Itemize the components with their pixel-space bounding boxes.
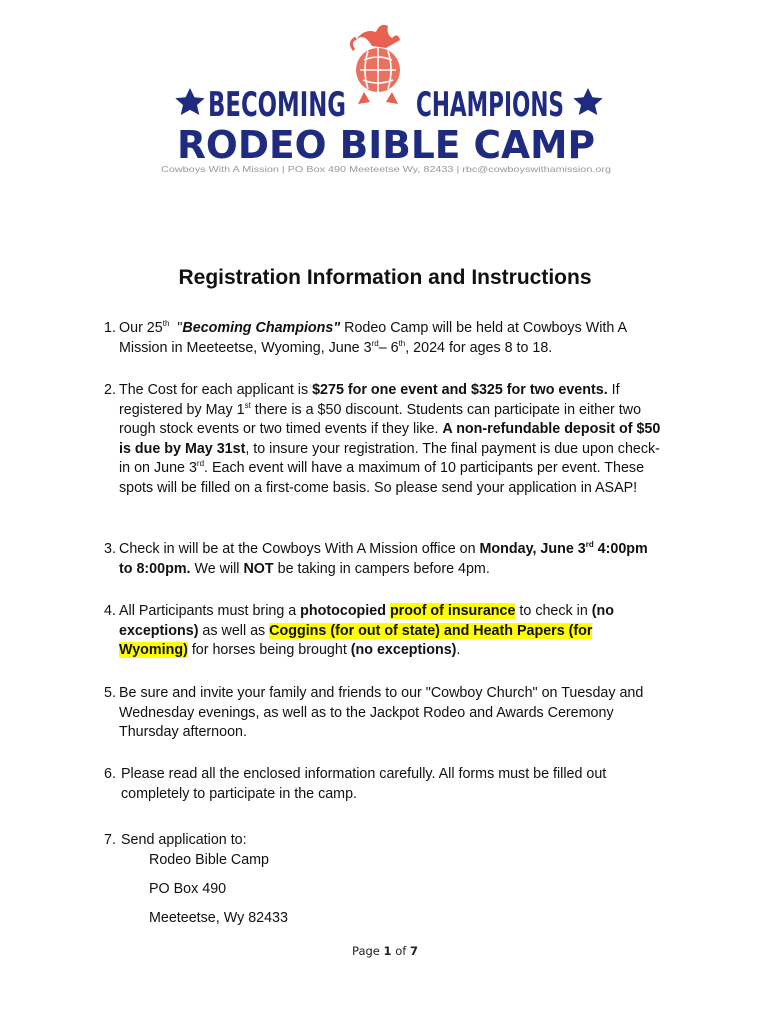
photocopied-text: photocopied [300,603,386,619]
becoming-champions-logo [150,18,620,178]
item-text: Please read all the enclosed information carefully. All forms must be filled out completely to participate in the camp. [121,766,607,802]
page-title: Registration Information and Instructions [178,266,592,289]
text-run: to check in [515,603,592,619]
text-run: – 6 [378,339,399,356]
superscript: th [162,319,170,329]
text-run: " [169,320,183,336]
logo-champions: CHAMPIONS [416,85,564,125]
address-line-2: PO Box 490 [149,881,227,897]
item-text: Send application to: [121,832,247,848]
superscript: th [398,338,406,348]
text-run: for horses being brought [187,642,351,658]
text-run: , 2024 for ages 8 to 18. [405,339,553,356]
logo-contact-line: Cowboys With A Mission | PO Box 490 Meeteetse Wy, 82433 | rbc@cowboyswithamission.org [161,164,612,174]
page-total: 7 [409,944,418,958]
no-exceptions-text: (no exceptions) [119,603,614,639]
rodeo-emblem-icon [351,25,400,104]
item-text [104,381,664,498]
list-item [104,602,664,661]
star-left-icon [175,88,204,115]
text-run: . [456,642,461,658]
item-number: 2. [104,382,116,398]
highlight-coggins: Coggins (for out of state) and Heath Papers (for Wyoming) [119,622,593,658]
text-run: The Cost for each applicant is [119,382,313,398]
text-run: . Each event will have a maximum of 10 participants per event. These spots will be filled on a first-come basis. So please send your application in ASAP! [119,460,645,496]
list-item [104,381,664,498]
text-run: , to insure your registration. The final payment is due upon check-in on June 3 [119,440,660,476]
list-item [104,831,664,851]
text-run: We will [190,560,244,577]
item-number: 7. [104,832,116,848]
item-text [104,319,664,358]
camp-name: Becoming Champions" [182,320,341,336]
highlight-insurance: proof of insurance [389,603,516,619]
item-number: 4. [104,603,116,619]
item-text: Be sure and invite your family and friends to our "Cowboy Church" on Tuesday and Wednesday evenings, as well as to the Jackpot Rodeo and Awards Ceremony Thursday afternoon. [119,685,644,740]
text-run: as well as [198,622,270,639]
item-number: 3. [104,541,116,557]
item-number: 1. [104,320,116,336]
item-number: 6. [104,766,116,782]
item-text [104,602,664,661]
list-item [104,684,664,743]
item-number: 5. [104,685,116,701]
superscript: rd [371,338,379,348]
text-run: All Participants must bring a [119,603,301,619]
page-footer [0,944,770,958]
superscript: st [244,400,251,410]
logo-becoming: BECOMING [208,85,346,125]
text-run: If registered by May 1 [119,382,620,418]
no-exceptions-text: (no exceptions) [350,642,457,658]
page-of: of [391,944,410,958]
deposit-text: A non-refundable deposit of $50 is due by May 31st [119,421,661,457]
item-text [104,540,664,579]
superscript: rd [585,540,594,550]
page-number: 1 [383,944,392,958]
list-item [104,765,664,804]
logo-rodeo-bible-camp: RODEO BIBLE CAMP [177,123,595,167]
checkin-time: 4:00pm to 8:00pm. [119,541,648,577]
address-line-1: Rodeo Bible Camp [149,852,270,868]
text-run: Check in will be at the Cowboys With A Mission office on [119,541,480,557]
emphasis-not: NOT [243,560,274,577]
list-item [104,540,664,579]
checkin-date: Monday, June 3 [479,541,586,557]
star-right-icon [573,88,602,115]
text-run: Our 25 [119,320,163,336]
address-line-3: Meeteetse, Wy 82433 [149,910,288,926]
text-run: there is a $50 discount. Students can participate in either two rough stock events or two timed events if they like. [119,401,642,437]
page-label: Page [352,944,384,958]
text-run: Rodeo Camp will be held at Cowboys With A Mission in Meeteetse, Wyoming, June 3 [119,320,627,356]
cost-text: $275 for one event and $325 for two events. [312,382,608,398]
list-item [104,319,664,358]
text-run: be taking in campers before 4pm. [273,560,490,577]
superscript: rd [196,459,205,469]
